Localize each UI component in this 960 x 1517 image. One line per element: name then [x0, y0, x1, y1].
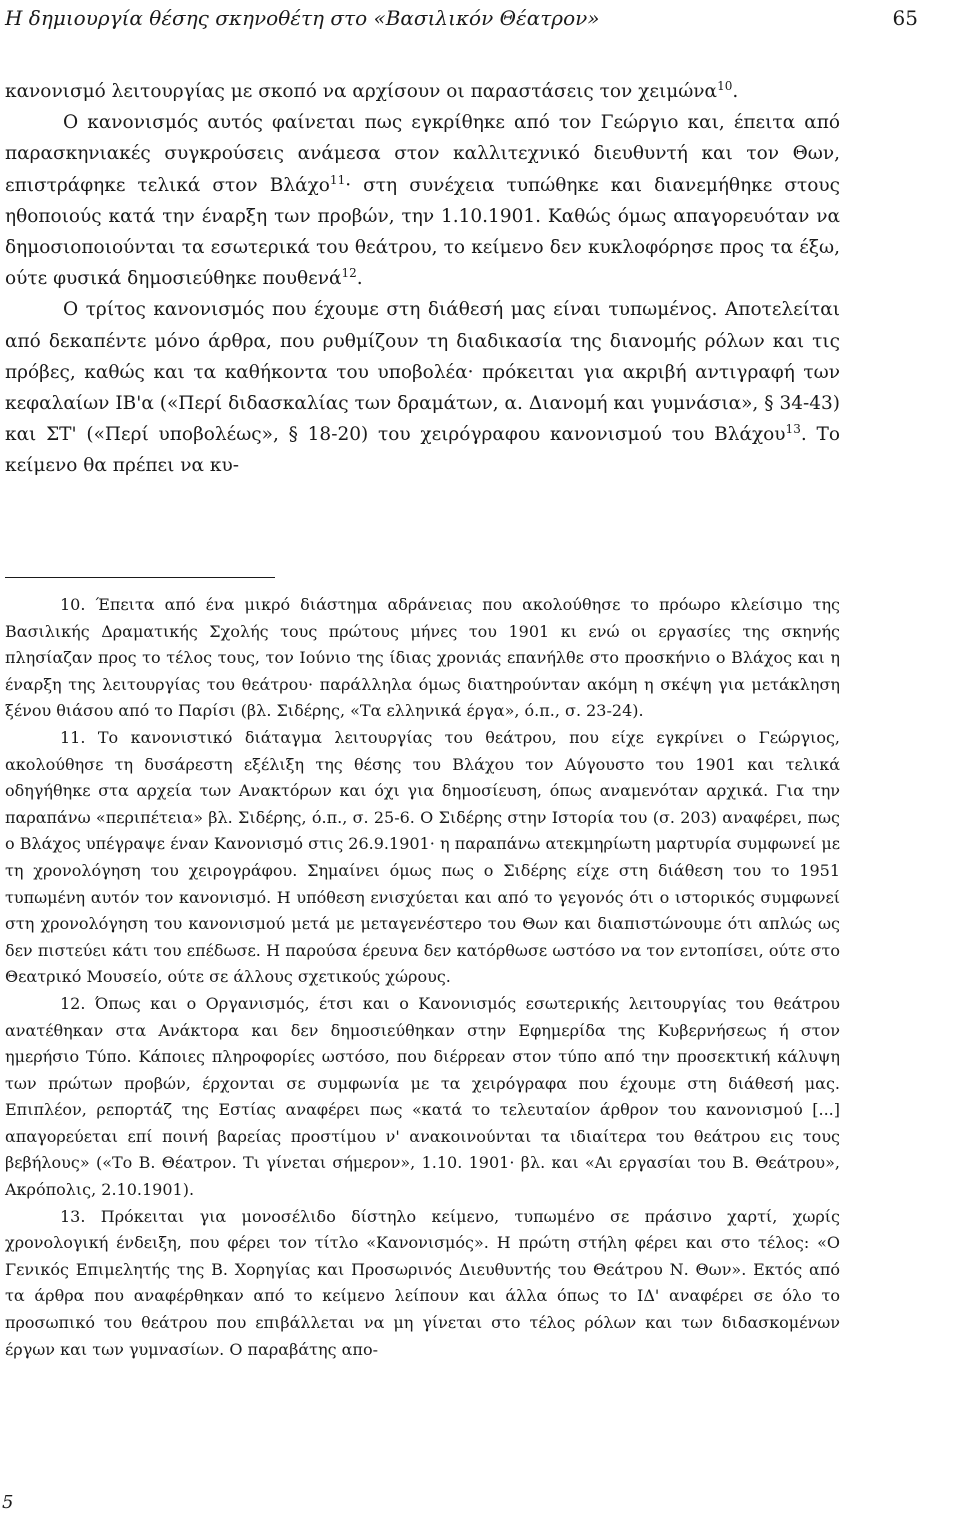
- text-run: · στη συνέχεια τυπώθηκε και διανεμήθηκε στους ηθοποιούς κατά την έναρξη των προβών, την 1.10.1901. Καθώς όμως απαγορευόταν να δημοσιοποιούνται τα εσωτερικά του θεάτρου, το κείμενο δεν κυκλοφόρησε προς τα έξω, ούτε φυσικά δημοσιεύθηκε πουθενά: [5, 174, 840, 290]
- main-text: [5, 76, 840, 482]
- footnote-separator: [5, 577, 275, 578]
- text-run: . Το κείμενο θα πρέπει να κυ-: [5, 424, 840, 477]
- footnote-13: 13. Πρόκειται για μονοσέλιδο δίστηλο κείμενο, τυπωμένο σε πράσινο χαρτί, χωρίς χρονολογική ένδειξη, που φέρει τον τίτλο «Κανονισμός». Η πρώτη στήλη φέρει και στο τέλος: «Ο Γενικός Επιμελητής της Β. Χορηγίας και Προσωρινός Διευθυντής του Θεάτρου Ν. Θων». Εκτός από τα άρθρα που αναφέρθηκαν από το κείμενο λείπουν και άλλα όπως το ΙΔ' αναφέρει σε όλο το προσωπικό του θεάτρου που επιβάλλεται να μη γίνεται στο τέλος ρόλων και των διδασκομένων έργων και των γυμνασίων. Ο παραβάτης απο-: [5, 1206, 840, 1359]
- footnote-10: 10. Έπειτα από ένα μικρό διάστημα αδράνειας που ακολούθησε το πρόωρο κλείσιμο της Βασιλικής Δραματικής Σχολής τους πρώτους μήνες του 1901 κι ενώ οι εργασίες της σκηνής πλησίαζαν προς το τέλος τους, τον Ιούνιο της ίδιας χρονιάς επανήλθε στο προσκήνιο ο Βλάχος και η έναρξη της λειτουργίας του θεάτρου· παράλληλα όμως διατηρούνταν ακόμη η σκέψη για μετάκληση ξένου θιάσου από το Παρίσι (βλ. Σιδέρης, «Τα ελληνικά έργα», ό.π., σ. 23-24).: [5, 595, 840, 721]
- footnote-ref: 11: [329, 172, 346, 187]
- main-paragraph-1: [5, 76, 840, 107]
- text-run: Ο κανονισμός αυτός φαίνεται πως εγκρίθηκε από τον Γεώργιο και, έπειτα από παρασκηνιακές συγκρούσεις ανάμεσα στον καλλιτεχνικό διευθυντή και τον Θων, επιστράφηκε τελικά στον Βλάχο: [5, 112, 840, 196]
- footnote-ref: 13: [785, 422, 801, 437]
- main-paragraph-2: [5, 107, 840, 294]
- main-paragraph-3: [5, 294, 840, 481]
- footnote-11: 11. Το κανονιστικό διάταγμα λειτουργίας του θεάτρου, που είχε εγκρίνει ο Γεώργιος, ακολούθησε τη δυσάρεστη εξέλιξη της θέσης του Βλάχου τον Αύγουστο του 1901 και τελικά οδηγήθηκε στα αρχεία των Ανακτόρων και όχι για δημοσίευση, όπως αναμενόταν αρχικά. Για την παραπάνω «περιπέτεια» βλ. Σιδέρης, ό.π., σ. 25-6. Ο Σιδέρης στην Ιστορία του (σ. 203) αναφέρει, πως ο Βλάχος υπέγραψε έναν Κανονισμό στις 26.9.1901· η παραπάνω ατεκμηρίωτη μαρτυρία συμφωνεί με τη χρονολόγηση του χειρογράφου. Σημαίνει όμως πως ο Σιδέρης είχε στη διάθεση του το 1951 τυπωμένη αυτόν τον κανονισμό. Η υπόθεση ενισχύεται και από το γεγονός ότι ο ιστορικός συμφωνεί στη χρονολόγηση του κανονισμού μετά με μεταγενέστερο του Θων και διαπιστώνουμε ότι απλώς ως δεν πιστεύει κάτι του επέδωσε. Η παρούσα έρευνα δεν κατόρθωσε ωστόσο να τον εντοπίσει, ούτε στο Θεατρικό Μουσείο, ούτε σε άλλους σχετικούς χώρους.: [5, 727, 840, 987]
- text-run: κανονισμό λειτουργίας με σκοπό να αρχίσουν οι παραστάσεις τον χειμώνα: [5, 81, 718, 102]
- footnotes: [5, 592, 840, 1363]
- text-run: .: [732, 81, 739, 102]
- running-title: Η δημιουργία θέσης σκηνοθέτη στο «Βασιλικόν Θέατρον»: [5, 6, 600, 30]
- footnote-12: 12. Όπως και ο Οργανισμός, έτσι και ο Κανονισμός εσωτερικής λειτουργίας του θεάτρου ανατέθηκαν στα Ανάκτορα και δεν δημοσιεύθηκαν στην Εφημερίδα της Κυβερνήσεως ή στον ημερήσιο Τύπο. Κάποιες πληροφορίες ωστόσο, που διέρρεαν στον τύπο από την προσεκτική κάλυψη των πρώτων προβών, έρχονται σε συμφωνία με τα χειρόγραφα που έχουμε στη διάθεσή μας. Επιπλέον, ρεπορτάζ της Εστίας αναφέρει πως «κατά το τελευταίον άρθρον του κανονισμού [...] απαγορεύεται επί ποινή βαρείας προστίμου ν' ανακοινούνται τα ιδιαίτερα του θεάτρου εις τους βεβήλους» («Το Β. Θέατρον. Τι γίνεται σήμερον», 1.10. 1901· βλ. και «Αι εργασίαι του Β. Θεάτρου», Ακρόπολις, 2.10.1901).: [5, 993, 840, 1200]
- printer-signature: 5: [2, 1492, 14, 1513]
- page-number: 65: [892, 6, 918, 30]
- footnote-ref: 10: [717, 78, 733, 93]
- text-run: .: [356, 268, 363, 290]
- footnote-ref: 12: [341, 266, 357, 281]
- text-run: Ο τρίτος κανονισμός που έχουμε στη διάθεσή μας είναι τυπωμένος. Αποτελείται από δεκαπέντε μόνο άρθρα, που ρυθμίζουν τη διαδικασία της διανομής ρόλων και τις πρόβες, καθώς και τα καθήκοντα του υποβολέα· πρόκειται για ακριβή αντιγραφή των κεφαλαίων ΙΒ'α («Περί διδασκαλίας των δραμάτων, α. Διανομή και γυμνάσια», § 34-43) και ΣΤ' («Περί υποβολέως», § 18-20) του χειρόγραφου κανονισμού του Βλάχου: [5, 299, 840, 446]
- running-header: [5, 6, 918, 40]
